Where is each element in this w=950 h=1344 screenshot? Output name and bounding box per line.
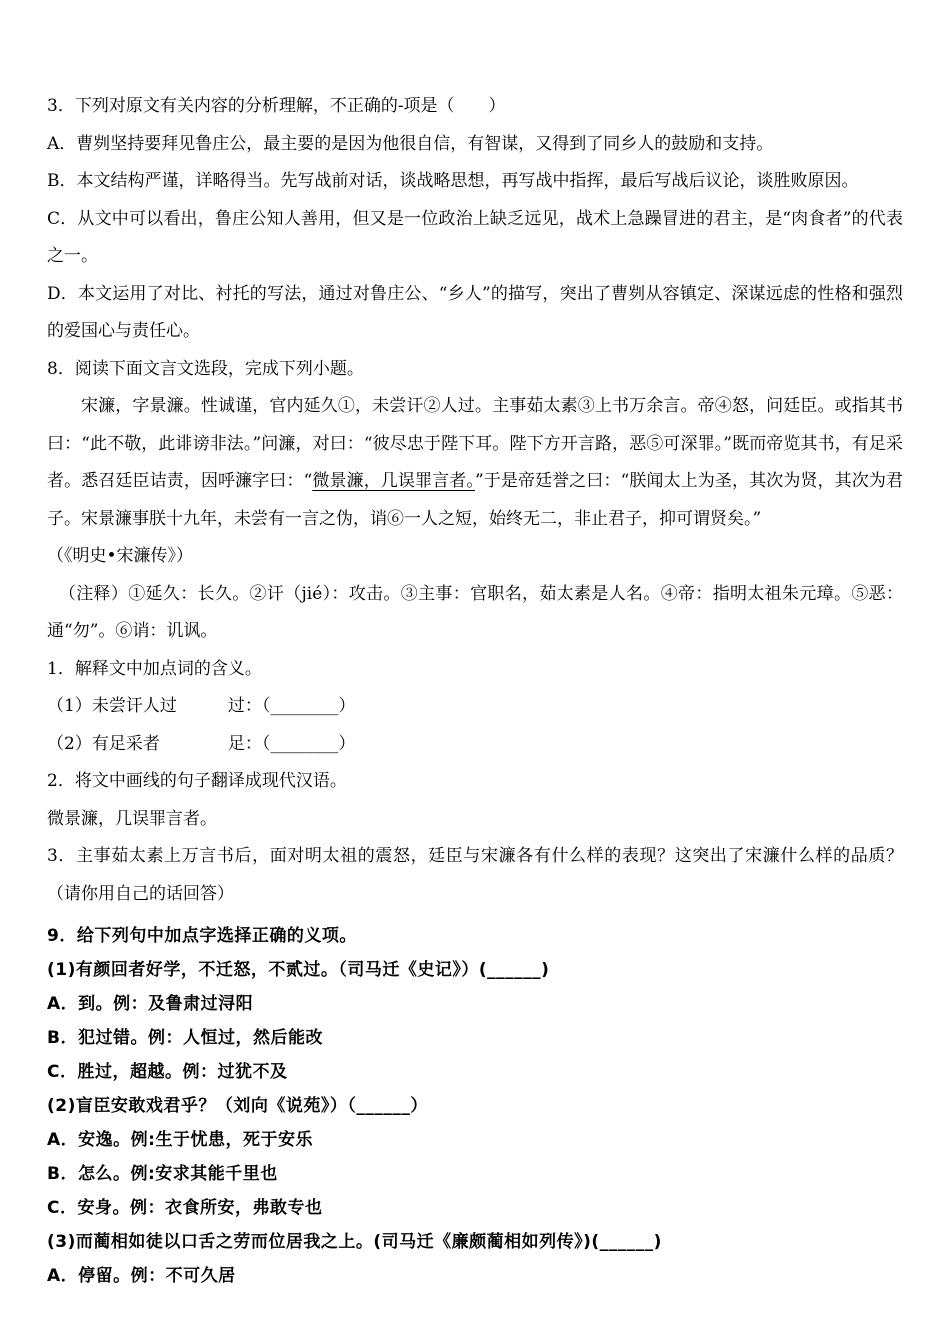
q9-item1-option-b: B．犯过错。例：人恒过，然后能改 xyxy=(47,1028,323,1048)
q9-section xyxy=(47,919,903,1293)
q8-passage xyxy=(47,388,903,538)
q3-stem: 3．下列对原文有关内容的分析理解，不正确的-项是（ ） xyxy=(47,96,506,116)
q9-item1-prompt: (1)有颜回者好学，不迁怒，不贰过。（司马迁《史记》）(______) xyxy=(47,960,550,980)
q9-item3-option-a: A．停留。例：不可久居 xyxy=(47,1266,236,1286)
q9-item3-prompt: (3)而蔺相如徒以口舌之劳而位居我之上。(司马迁《廉颇蔺相如列传》)(______) xyxy=(47,1232,662,1252)
q9-item2-option-b: B．怎么。例:安求其能千里也 xyxy=(47,1164,278,1184)
q8-sub2-stem: 2．将文中画线的句子翻译成现代汉语。 xyxy=(47,771,347,791)
q9-stem: 9．给下列句中加点字选择正确的义项。 xyxy=(47,926,357,946)
q8-passage-after: ”于是帝廷誉之曰：“朕闻太上为圣，其次为贤，其次为君子。宋景濂事朕十九年，未尝有一言之伪，诮⑥一人之短，始终无二，非止君子，抑可谓贤矣。” xyxy=(47,471,903,529)
q9-item2-prompt: (2)盲臣安敢戏君乎？（刘向《说苑》）（______） xyxy=(47,1096,428,1116)
q3-option-c: C．从文中可以看出，鲁庄公知人善用，但又是一位政治上缺乏远见，战术上急躁冒进的君主，是“肉食者”的代表之一。 xyxy=(47,208,903,266)
q8-sub1-stem: 1．解释文中加点词的含义。 xyxy=(47,658,262,679)
q8-sub3-stem: 3．主事茹太素上万言书后，面对明太祖的震怒，廷臣与宋濂各有什么样的表现？这突出了宋濂什么样的品质？（请你用自己的话回答） xyxy=(47,846,903,904)
q8-passage-underlined-sentence: 微景濂，几误罪言者。 xyxy=(312,471,475,491)
q3-option-a: A．曹刿坚持要拜见鲁庄公，最主要的是因为他很自信，有智谋，又得到了同乡人的鼓励和支持。 xyxy=(47,133,774,154)
q8-passage-source: （《明史•宋濂传》） xyxy=(47,546,194,566)
q3-option-d: D．本文运用了对比、衬托的写法，通过对鲁庄公、“乡人”的描写，突出了曹刿从容镇定、深谋远虑的性格和强烈的爱国心与责任心。 xyxy=(47,283,903,341)
q8-sub2-sentence: 微景濂，几误罪言者。 xyxy=(47,808,217,829)
q9-item1-option-c: C．胜过，超越。例：过犹不及 xyxy=(47,1062,288,1082)
q8-stem: 8．阅读下面文言文选段，完成下列小题。 xyxy=(47,358,364,379)
q8-passage-before: 宋濂，字景濂。性诚谨，官内延久①，未尝讦②人过。主事茹太素③上书万余言。帝④怒，问廷臣。或指其书曰：“此不敬，此诽谤非法。”问濂，对曰：“彼尽忠于陛下耳。陛下方开言路，恶⑤可深罪。”既而帝览其书，有足采者。悉召廷臣诘责，因呼濂字曰：“ xyxy=(47,396,903,491)
q9-item2-option-a: A．安逸。例:生于忧患，死于安乐 xyxy=(47,1130,313,1150)
q8-sub1-item-2: （2）有足采者 足：（________） xyxy=(47,733,356,754)
q9-item2-option-c: C．安身。例：衣食所安，弗敢专也 xyxy=(47,1198,323,1218)
q3-option-b: B．本文结构严谨，详略得当。先写战前对话，谈战略思想，再写战中指挥，最后写战后议论，谈胜败原因。 xyxy=(47,171,859,191)
q9-item1-option-a: A．到。例：及鲁肃过浔阳 xyxy=(47,994,254,1014)
q8-passage-notes: （注释）①延久：长久。②讦（jié）：攻击。③主事：官职名，茹太素是人名。④帝：指明太祖朱元璋。⑤恶：通“勿”。⑥诮：讥讽。 xyxy=(47,583,903,641)
q8-sub1-item-1: （1）未尝讦人过 过：（________） xyxy=(47,696,356,716)
